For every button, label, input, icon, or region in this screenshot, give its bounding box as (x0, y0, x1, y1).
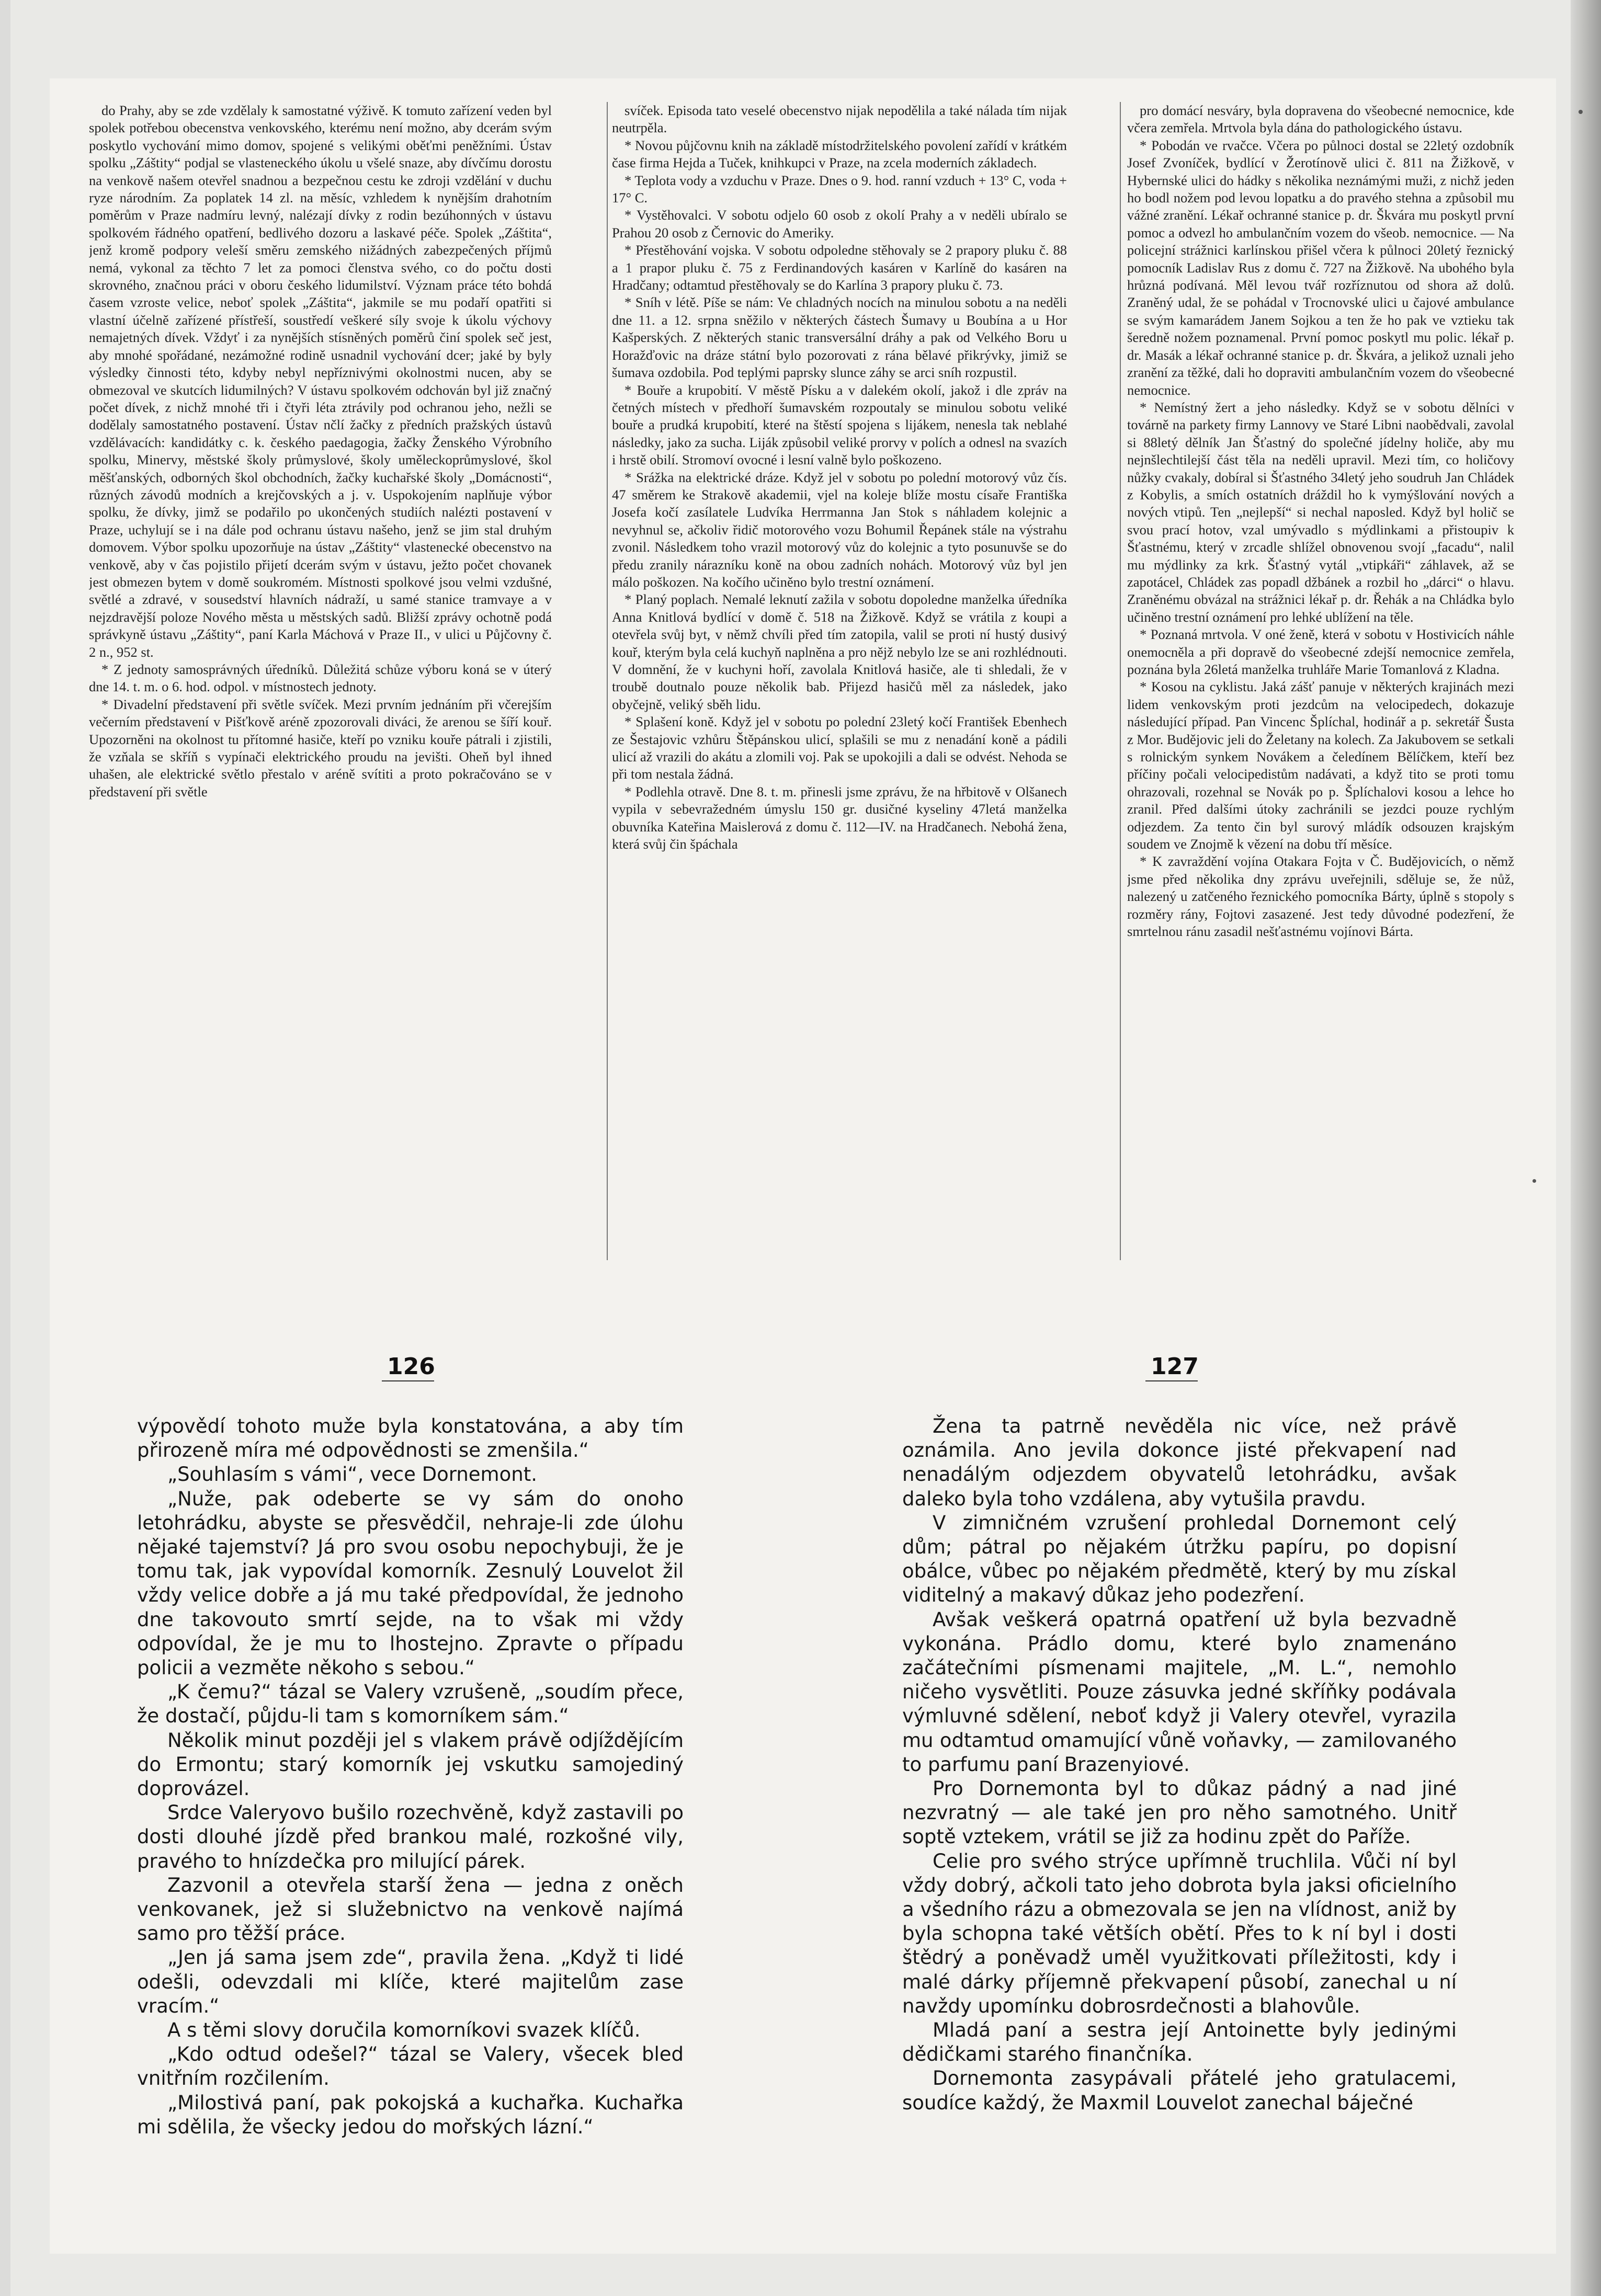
news-paragraph: * K zavraždění vojína Otakara Fojta v Č. Budějovicích, o němž jsme před několika dny zprávu uveřejnili, sděluje se, že nůž, nalezený u zatčeného řeznického pomocníka Bárty, úplně s stopoly s rozměry rány, Fojtovi zasazené. Jest tedy důvodné podezření, že smrtelnou ránu zasadil nešťastnému vojínovi Bárta. (1127, 853, 1514, 940)
news-section (89, 102, 1514, 1260)
novel-paragraph: „K čemu?“ tázal se Valery vzrušeně, „soudím přece, že dostačí, půjdu-li tam s komorníkem sám.“ (137, 1681, 684, 1728)
news-column-1 (89, 102, 552, 1260)
page-number-right: 127 (1151, 1353, 1199, 1380)
news-paragraph: * Novou půjčovnu knih na základě místodržitelského povolení zařídí v krátkém čase firma Hejda a Tuček, knihkupci v Praze, na zcela moderních základech. (612, 137, 1067, 171)
news-paragraph: * Sníh v létě. Píše se nám: Ve chladných nocích na minulou sobotu a na neděli dne 11. a 12. srpna sněžilo v některých částech Šumavy u Boubína a u Hor Kašperských. Z některých stanic transversální dráhy a pak od Velkého Boru u Horažďovic na dráze státní bylo pozorovati z rána bělavé přikrývky, jimiž se šumava ozdobila. Pod teplými paprsky slunce záhy se arci sníh rozpustil. (612, 294, 1067, 381)
news-paragraph: * Divadelní představení při světle svíček. Mezi prvním jednáním při včerejším večerním představení v Pišťkově aréně zpozorovali diváci, že arenou se šíří kouř. Upozorněni na okolnost tu přítomné hasiče, kteří po vzniku kouře pátrali i zjistili, že vzňala se skříň s vypínači elektrického proudu na jevišti. Oheň byl ihned uhašen, ale elektrické světlo přestalo v aréně svítiti a proto pokračováno se v představení při světle (89, 696, 552, 799)
novel-paragraph: Avšak veškerá opatrná opatření už byla bezvadně vykonána. Prádlo domu, které bylo znamenáno začátečními písmenami majitele, „M. L.“, nemohlo ničeho vysvětliti. Pouze zásuvka jedné skříňky podávala výmluvné sdělení, neboť když ji Valery otevřel, vyrazila mu odtamtud omamující vůně voňavky, — zamilovaného to parfumu paní Brazenyiové. (902, 1608, 1457, 1776)
news-paragraph: * Kosou na cyklistu. Jaká zášť panuje v některých krajinách mezi lidem venkovským proti jezdcům na velocipedech, dokazuje následující případ. Pan Vincenc Šplíchal, hodinář a p. sekretář Šusta z Mor. Budějovic jeli do Želetany na kolech. Za Jakubovem se setkali s rolnickým synkem Novákem a čeledínem Bělíčkem, kteří bez příčiny počali velocipedistům nadávati, a když tito se proti tomu ohrazovali, rozehnal se Novák po p. Šplíchalovi kosou a lehce ho zranil. Před dalšími útoky zachránili se jezdci pouze rychlým odjezdem. Za tento čin byl surový mládík odsouzen krajským soudem ve Znojmě k vězení na dobu tří měsíce. (1127, 679, 1514, 852)
folio-underline (1145, 1380, 1198, 1381)
novel-paragraph: Zazvonil a otevřela starší žena — jedna z oněch venkovanek, jež si služebnictvo na venkově najímá samo pro těžší práce. (137, 1874, 684, 1945)
novel-paragraph: „Souhlasím s vámi“, vece Dornemont. (167, 1463, 537, 1486)
novel-paragraph: „Jen já sama jsem zde“, pravila žena. „Když ti lidé odešli, odevzdali mi klíče, které majitelům zase vracím.“ (137, 1946, 684, 2017)
news-column-3 (1127, 102, 1514, 1260)
news-paragraph: * Splašení koně. Když jel v sobotu po polední 23letý kočí František Ebenhech ze Šestajovic vzhůru Štěpánskou ulicí, splašili se mu z nenadání koně a pádili ulicí až vrazili do akátu a zlomili voj. Pak se upokojili a dali se odvést. Nehoda se při tom nestala žádná. (612, 714, 1067, 782)
news-paragraph: * Přestěhování vojska. V sobotu odpoledne stěhovaly se 2 prapory pluku č. 88 a 1 prapor pluku č. 75 z Ferdinandových kasáren v Karlíně do kasáren na Hradčany; odtamtud přestěhovaly se do Karlína 3 prapory pluku č. 73. (612, 242, 1067, 293)
novel-paragraph: Srdce Valeryovo bušilo rozechvěně, když zastavili po dosti dlouhé jízdě před brankou malé, rozkošné vily, pravého to hnízdečka pro milující párek. (137, 1801, 684, 1872)
novel-paragraph: Dornemonta zasypávali přátelé jeho gratulacemi, soudíce každý, že Maxmil Louvelot zanechal báječné (902, 2067, 1457, 2114)
novel-paragraph: „Kdo odtud odešel?“ tázal se Valery, všecek bled vnitřním rozčilením. (137, 2043, 684, 2090)
news-paragraph: * Srážka na elektrické dráze. Když jel v sobotu po polední motorový vůz čís. 47 směrem ke Strakově akademii, vjel na koleje blíže mostu císaře Františka Josefa kočí zasílatele Ludvíka Herrmanna Jan Stok s náhladem kolejnic a nevyhnul se, ačkoliv řidič motorového vozu Bohumil Řepánek stále na výstrahu zvonil. Následkem toho vrazil motorový vůz do kolejnic a tyto posunuvše se do předu zranily nárazníku koně na obou zadních nohách. Motorový vůz byl jen málo poškozen. Na kočího učiněno bylo trestní oznámení. (612, 469, 1067, 590)
news-paragraph: * Poznaná mrtvola. V oné ženě, která v sobotu v Hostivicích náhle onemocněla a při dopravě do všeobecné zdejší nemocnice zemřela, poznána byla 26letá manželka truhláře Marie Tomanlová z Kladna. (1127, 626, 1514, 677)
novel-paragraph: Několik minut později jel s vlakem právě odjíždějícím do Ermontu; starý komorník jej vskutku samojediný doprovázel. (137, 1729, 684, 1800)
column-rule (1120, 102, 1121, 1260)
novel-paragraph: Žena ta patrně nevěděla nic více, než právě oznámila. Ano jevila dokonce jisté překvapení nad nenadálým odjezdem obyvatelů letohrádku, avšak daleko byla toho vzdálena, aby vytušila pravdu. (902, 1415, 1457, 1510)
news-paragraph: do Prahy, aby se zde vzdělaly k samostatné výživě. K tomuto zařízení veden byl spolek potřebou obecenstva venkovského, kterému není možno, aby dcerám svým poskytlo vychování mimo domov, spojené s velikými oběťmi peněžními. Ústav spolku „Záštity“ podjal se vlasteneckého úkolu u všelé snaze, aby dívčímu dorostu na venkově našem otevřel snadnou a bezpečnou cestu ke zdroji vzdělání v duchu ryze národním. Za poplatek 14 zl. na měsíc, vzhledem k nynějším drahotním poměrům v Praze nadmíru levný, nalézají dívky z rodin bezúhonných v ústavu spolkovém řádného opatření, bedlivého dozoru a laskavé péče. Spolek „Záštita“, jenž kromě podpory veleší směru zemského nižádných zabezpečených příjmů nemá, vykonal za těchto 7 let za pomoci členstva svého, co do počtu dosti skrovného, značnou práci v oboru českého lidumilství. Význam práce této bohdá časem vzroste velice, neboť spolek „Záštita“, jakmile se mu podaří opatřiti si vlastní účelně zařízené přístřeší, soustředí veškeré síly svoje k úkolu výchovy nemajetných dívek. Vždyť i za nynějších stísněných poměrů činí spolek seč jest, aby mnohé spořádané, nezámožné rodině usnadnil vychování dcer; jaké by byly výsledky činnosti této, kdyby nebyl nepříznivými okolnostmi nucen, aby se obmezoval ve skutcích lidumilných? V ústavu spolkovém odchován byl již značný počet dívek, z nichž mnohé tři i čtyři léta ztrávily pod ochranou jeho, nežli se dodělaly samostatného postavení. Ústav nčlí žačky z předních pražských ústavů vzdělávacích: kandidátky c. k. českého paedagogia, žačky Ženského Výrobního spolku, Minervy, městské školy průmyslové, školy uměleckoprůmyslové, škol měšťanských, odborných škol obchodních, žačky kuchařské školy „Domácnosti“, různých závodů modních a krejčovských a j. v. Uspokojením naplňuje výbor spolku, že dívky, jimž se podařilo po ukončených studiích nalézti postavení v Praze, uchylují se i na dále pod ochranu ústavu našeho, jenž se jim stal druhým domovem. Výbor spolku upozorňuje na ústav „Záštity“ vlastenecké obecenstvo na venkově, aby v čas pojistilo přijetí dcerám svým v ústavu, ježto počet chovanek jest obmezen bytem v domě soukromém. Místnosti spolkové jsou velmi vzdušné, světlé a zdravé, v sousedství hlavních nádraží, u samé stanice tramvaye a v nejzdravější poloze Nového města u městských sadů. Bližší zprávy ochotně podá správkyně ústavu „Záštity“, paní Karla Máchová v Praze II., v ulici u Půjčovny č. 2 n., 952 st. (89, 102, 552, 660)
news-paragraph: * Podlehla otravě. Dne 8. t. m. přinesli jsme zprávu, že na hřbitově v Olšanech vypila v sebevražedném úmyslu 150 gr. dusičné kyseliny 47letá manželka obuvníka Kateřina Maislerová z domu č. 112—IV. na Hradčanech. Nebohá žena, která svůj čin špáchala (612, 783, 1067, 852)
folio-underline (382, 1380, 434, 1381)
scan-margin-left (0, 0, 10, 2296)
news-column-2 (612, 102, 1067, 1260)
novel-paragraph: V zimničném vzrušení prohledal Dornemont celý dům; pátral po nějakém útržku papíru, po dopisní obálce, vůbec po nějakém předmětě, který by mu získal viditelný a makavý důkaz jeho podezření. (902, 1511, 1457, 1607)
novel-paragraph: Celie pro svého strýce upřímně truchlila. Vůči ní byl vždy dobrý, ačkoli tato jeho dobrota byla jaksi oficielního a všedního rázu a obmezovala se jen na vlídnost, aniž by byla schopna také větších obětí. Přes to k ní byl i dosti štědrý a poněvadž uměl využitkovati příležitosti, kdy i malé dárky příjemně překvapení působí, zanechal u ní navždy upomínku dobrosrdečnosti a blahovůle. (902, 1849, 1457, 2017)
news-paragraph: * Nemístný žert a jeho následky. Když se v sobotu dělníci v továrně na parkety firmy Lannovy ve Staré Libni naobědvali, zavolal si 88letý dělník Jan Šťastný do společné jídelny holiče, aby mu nejnšlechtilejší část těla na neděli upravil. Mezi tím, co holičovy nůžky cvakaly, dobíral si Šťastného 34letý jeho soudruh Jan Chládek z Kobylis, a smích ostatních dráždil ho k vymýšlování nových a nových vtipů. Ten „nejlepší“ si nechal naposled. Když byl holič se svou prací hotov, vzal umývadlo s mýdlinkami a přistoupiv k Šťastnému, který v zrcadle shlížel obnovenou svojí „facadu“, nalil mu mýdlinky za krk. Šťastný vytál „vtipkáři“ záhlavek, až se zapotácel, Chládek zas popadl džbánek a rozbil ho „dárci“ o hlavu. Zraněnému obvázal na strážnici lékař p. dr. Řehák a na Chládka bylo učiněno trestní oznámení pro lehké ublížení na těle. (1127, 399, 1514, 625)
news-paragraph: * Pobodán ve rvačce. Včera po půlnoci dostal se 22letý ozdobník Josef Zvoníček, bydlící v Žerotínově ulici č. 811 na Žižkově, v Hybernské ulici do hádky s několika neznámými muži, z nichž jeden ho bodl nožem pod levou lopatku a do pravého stehna a způsobil mu vážné zranění. Lékař ochranné stanice p. dr. Škvára mu poskytl první pomoc a odvezl ho ambulančním vozem do všeob. nemocnice. — Na policejní strážnici karlínskou přišel včera k půlnoci 20letý řeznický pomocník Ladislav Rus z domu č. 727 na Žižkově. Na ubohého byla hrůzná podívaná. Měl levou tvář rozříznutou od shora až dolů. Zraněný udal, že se pohádal v Trocnovské ulici u čajové ambulance se svým kamarádem Janem Sojkou a ten že ho pak ve vztieku tak šeredně nožem poznamenal. První pomoc poskytl mu polic. lékař p. dr. Masák a lékař ochranné stanice p. dr. Škvára, a jelikož uznali jeho zranění za těžké, dali ho dopraviti ambulančním vozem do všeobecné nemocnice. (1127, 137, 1514, 398)
scan-speck (1579, 110, 1583, 114)
novel-column-left (137, 1414, 684, 2141)
news-paragraph: * Z jednoty samosprávných úředníků. Důležitá schůze výboru koná se v úterý dne 14. t. m. o 6. hod. odpol. v místnostech jednoty. (89, 661, 552, 695)
news-paragraph: * Bouře a krupobití. V městě Písku a v dalekém okolí, jakož i dle zpráv na četných místech v předhoří šumavském rozpoutaly se minulou sobotu veliké bouře a prudká krupobití, které na štěstí spojena s lijákem, nenesla tak neblahé následky, jako za sucha. Liják způsobil veliké prorvy v polích a odnesl na svazích i hrstě obilí. Stromoví ovocné i lesní valně bylo poškozeno. (612, 382, 1067, 468)
novel-paragraph: výpovědí tohoto muže byla konstatována, a aby tím přirozeně míra mé odpovědnosti se zmenšila.“ (137, 1415, 684, 1462)
novel-column-right (902, 1414, 1457, 2141)
scan-margin-right (1571, 0, 1601, 2296)
novel-paragraph: „Nuže, pak odeberte se vy sám do onoho letohrádku, abyste se přesvědčil, nehraje-li zde úlohu nějaké tajemství? Já pro svou osobu nepochybuji, že je tomu tak, jak vypovídal komorník. Zesnulý Louvelot žil vždy velice dobře a já mu také předpovídal, že jednoho dne takovouto smrtí sejde, na to však mi vždy odpovídal, že je mu to lhostejno. Zpravte o případu policii a vezměte někoho s sebou.“ (137, 1487, 684, 1680)
news-paragraph: * Planý poplach. Nemalé leknutí zažila v sobotu dopoledne manželka úředníka Anna Knitlová bydlící v domě č. 518 na Žižkově. Když se vrátila z koupi a otevřela svůj byt, v němž chvíli před tím zatopila, valil se proti ní hustý dusivý kouř, kterým byla celá kuchyň naplněna a pro nějž nebylo lze se ani rozhlédnouti. V domnění, že v kuchyni hoří, zavolala Knitlová hasiče, ale ti shledali, že v troubě doutnalo pouze několik bab. Přijezd hasičů měl za následek, jako obyčejně, veliký sběh lidu. (612, 591, 1067, 712)
novel-paragraph: A s těmi slovy doručila komorníkovi svazek klíčů. (167, 2019, 641, 2042)
scan-speck (1532, 1179, 1536, 1183)
novel-paragraph: Pro Dornemonta byl to důkaz pádný a nad jiné nezvratný — ale také jen pro něho samotného. Unitř soptě vztekem, vrátil se již za hodinu zpět do Paříže. (902, 1777, 1457, 1848)
column-rule (607, 102, 608, 1260)
news-paragraph: svíček. Episoda tato veselé obecenstvo nijak nepodělila a také nálada tím nijak neutrpěla. (612, 102, 1067, 136)
novel-paragraph: Mladá paní a sestra její Antoinette byly jedinými dědičkami starého finančníka. (902, 2019, 1457, 2066)
news-paragraph: pro domácí nesváry, byla dopravena do všeobecné nemocnice, kde včera zemřela. Mrtvola byla dána do pathologického ústavu. (1127, 102, 1514, 136)
page-number-left: 126 (387, 1353, 435, 1380)
news-paragraph: * Vystěhovalci. V sobotu odjelo 60 osob z okolí Prahy a v neděli ubíralo se Prahou 20 osob z Černovic do Ameriky. (612, 207, 1067, 241)
news-paragraph: * Teplota vody a vzduchu v Praze. Dnes o 9. hod. ranní vzduch + 13° C, voda + 17° C. (612, 172, 1067, 206)
novel-paragraph: „Milostivá paní, pak pokojská a kuchařka. Kuchařka mi sdělila, že všecky jedou do mořských lázní.“ (137, 2091, 684, 2138)
